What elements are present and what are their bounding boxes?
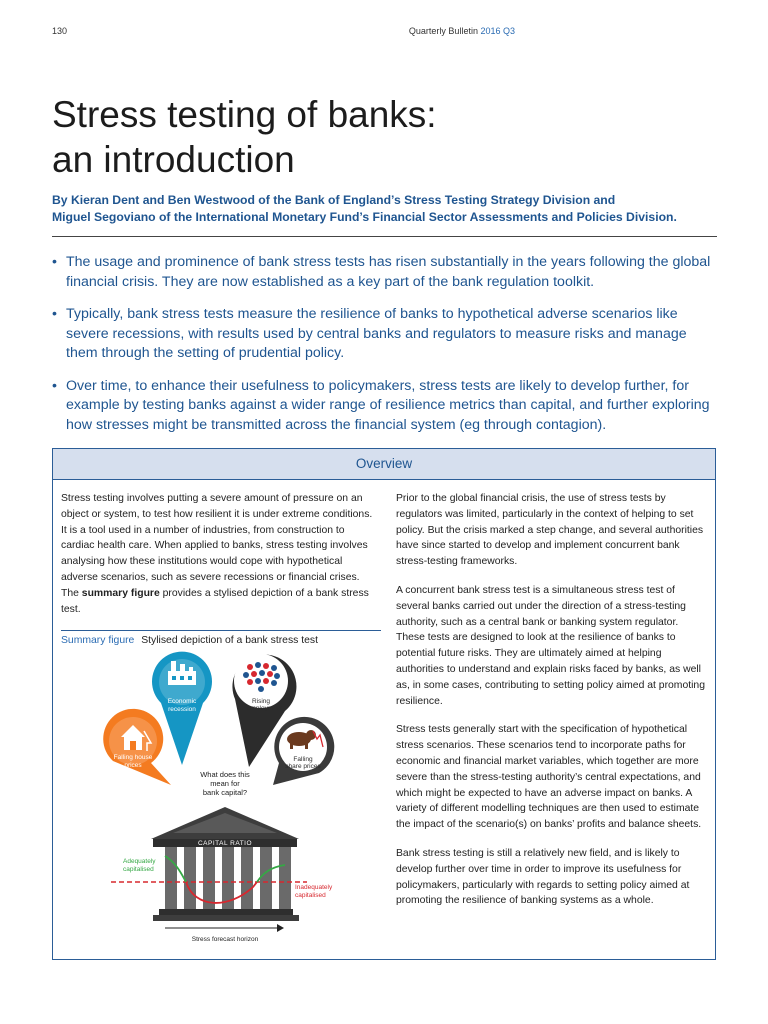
economic-recession-label: Economic (167, 698, 197, 705)
author-byline (52, 192, 722, 226)
page-number: 130 (52, 26, 68, 36)
summary-figure-reference: summary figure (81, 587, 160, 599)
overview-left-column (61, 491, 373, 943)
adequately-capitalised-label: Adequately (123, 858, 156, 865)
falling-house-prices-label: Falling house (113, 754, 153, 761)
byline-line-1: By Kieran Dent and Ben Westwood of the Bank of England’s Stress Testing Strategy Division and (52, 193, 616, 207)
overview-box (52, 448, 716, 960)
byline-line-2: Miguel Segoviano of the International Monetary Fund’s Financial Sector Assessments and Policies Division. (52, 210, 677, 224)
adequately-capitalised-label: capitalised (123, 866, 154, 873)
overview-paragraph: Bank stress testing is still a relatively new field, and is likely to develop further over time in order to improve its usefulness for policymakers, particularly with regards to setting policy aimed at promoting the resilience of banking systems as a whole. (396, 847, 690, 907)
economic-recession-label: recession (168, 706, 196, 713)
key-points-list (52, 253, 722, 448)
figure-title: Stylised depiction of a bank stress test (141, 635, 318, 646)
falling-share-prices-bubble (273, 717, 334, 785)
stress-horizon-label: Stress forecast horizon (191, 936, 259, 943)
key-point: • Typically, bank stress tests measure the resilience of banks to hypothetical adverse scenarios like severe recessions, with results used by central banks and regulators to measure risks and manage them through the setting of prudential policy. (52, 305, 722, 364)
overview-paragraph: A concurrent bank stress test is a simultaneous stress test of several banks carried out under the direction of a stress-testing authority, such as a central bank or banking system regulator. These tests are designed to look at the resilience of banks to potential future risks. They are ultimately aimed at helping authorities to understand and explain risks faced by banks, as well as, in some cases, contributing to setting policy aimed at promoting resilience. (396, 584, 705, 707)
key-point: • Over time, to enhance their usefulness to policymakers, stress tests are likely to develop further, for example by testing banks against a wider range of resilience metrics than capital, and further exploring how stresses might be transmitted across the financial system (eg through contagion). (52, 377, 722, 436)
intro-text: Stress testing involves putting a severe amount of pressure on an object or system, to test how resilient it is under extreme conditions. It is a tool used in a number of industries, from construction to cardiac health care. When applied to banks, stress testing involves analysing how these institutions would cope with hypothetical adverse scenarios, such as severe recessions or financial crises. The (61, 493, 373, 599)
falling-house-prices-label: prices (124, 762, 142, 769)
falling-share-prices-label: share prices (285, 763, 321, 770)
overview-intro-paragraph (61, 491, 373, 617)
overview-heading: Overview (53, 449, 715, 480)
title-line-1: Stress testing of banks: (52, 94, 437, 135)
figure-caption (61, 635, 318, 646)
figure-label: Summary figure (61, 635, 135, 646)
horizon-arrowhead (277, 924, 284, 932)
inadequately-capitalised-label: Inadequately (295, 884, 333, 891)
falling-house-prices-bubble (103, 709, 171, 785)
article-title (52, 92, 437, 182)
capital-question: bank capital? (202, 788, 248, 797)
intro-text-end: provides a stylised depiction of a bank stress test. (61, 587, 369, 615)
rising-unemployment-label: unemployment (239, 705, 283, 712)
figure-divider (61, 630, 381, 631)
publication-name: Quarterly Bulletin (408, 26, 478, 36)
overview-paragraph: Prior to the global financial crisis, the use of stress tests by regulators was limited, particularly in the context of helping to set policy. But the crisis marked a step change, and several authorities have since started to develop and implement concurrent bank stress-testing frameworks. (396, 493, 704, 568)
stress-test-diagram (61, 651, 381, 951)
title-divider (52, 236, 717, 237)
capital-ratio-label: CAPITAL RATIO (197, 840, 253, 847)
publication-issue: 2016 Q3 (480, 26, 515, 36)
inadequately-capitalised-label: capitalised (295, 892, 326, 899)
capital-question: mean for (210, 779, 240, 788)
publication-header (409, 26, 515, 36)
falling-share-prices-label: Falling (293, 756, 313, 763)
overview-paragraph: Stress tests generally start with the specification of hypothetical stress scenarios. These scenarios tend to incorporate paths for economic and financial market variables, which together are more severe than the stress-testing authority’s central expectations, and which might be expected to have an adverse impact on banks. A variety of different modelling techniques are then used to estimate the impact of the scenario(s) on banks’ profits and balance sheets. (396, 724, 702, 831)
capital-question: What does this (200, 770, 250, 779)
key-point: • The usage and prominence of bank stress tests has risen substantially in the years following the global financial crisis. They are now established as a key part of the bank regulation toolkit. (52, 253, 722, 292)
title-line-2: an introduction (52, 139, 295, 180)
rising-unemployment-label: Rising (251, 698, 271, 705)
overview-right-column (396, 491, 706, 922)
